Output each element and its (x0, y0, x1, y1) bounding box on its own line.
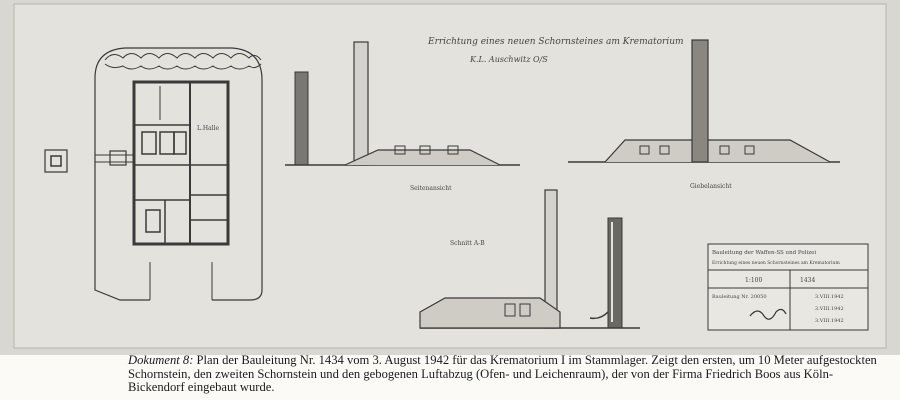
caption-text: Plan der Bauleitung Nr. 1434 vom 3. August 1942 für das Krematorium I im Stammlager. Zeigt den ersten, um 10 Meter aufgestockten Schornstein, den zweiten Schornstein und den gebogenen Luftabzug (Ofen- und Leichenraum), der von der Firma Friedrich Boos aus Köln-Bickendorf eingebaut wurde. (128, 353, 877, 395)
title-block-line1: Bauleitung der Waffen-SS und Polizei (712, 250, 817, 256)
title-block-plan-number: 1434 (800, 277, 816, 284)
drawing-subtitle: K.L. Auschwitz O/S (470, 55, 548, 64)
title-block (708, 244, 868, 330)
view-label-gable: Giebelansicht (690, 183, 732, 190)
title-block-date: 3.VIII.1942 (815, 294, 844, 300)
room-label: L.Halle (197, 125, 220, 132)
title-block-scale: 1:100 (745, 277, 763, 284)
drawing-title: Errichtung eines neuen Schornsteines am Krematorium (428, 37, 684, 47)
view-label-side: Seitenansicht (410, 185, 452, 192)
title-block-date: 3.VIII.1942 (815, 306, 844, 312)
title-block-entry-label: Bauleitung Nr. 20050 (712, 294, 767, 300)
title-block-line2: Errichtung eines neuen Schornsteines am Krematorium (712, 261, 840, 266)
caption-lead: Dokument 8: (128, 353, 194, 367)
title-block-date: 3.VIII.1942 (815, 318, 844, 324)
view-label-section: Schnitt A-B (450, 240, 485, 247)
figure-caption (128, 354, 888, 395)
